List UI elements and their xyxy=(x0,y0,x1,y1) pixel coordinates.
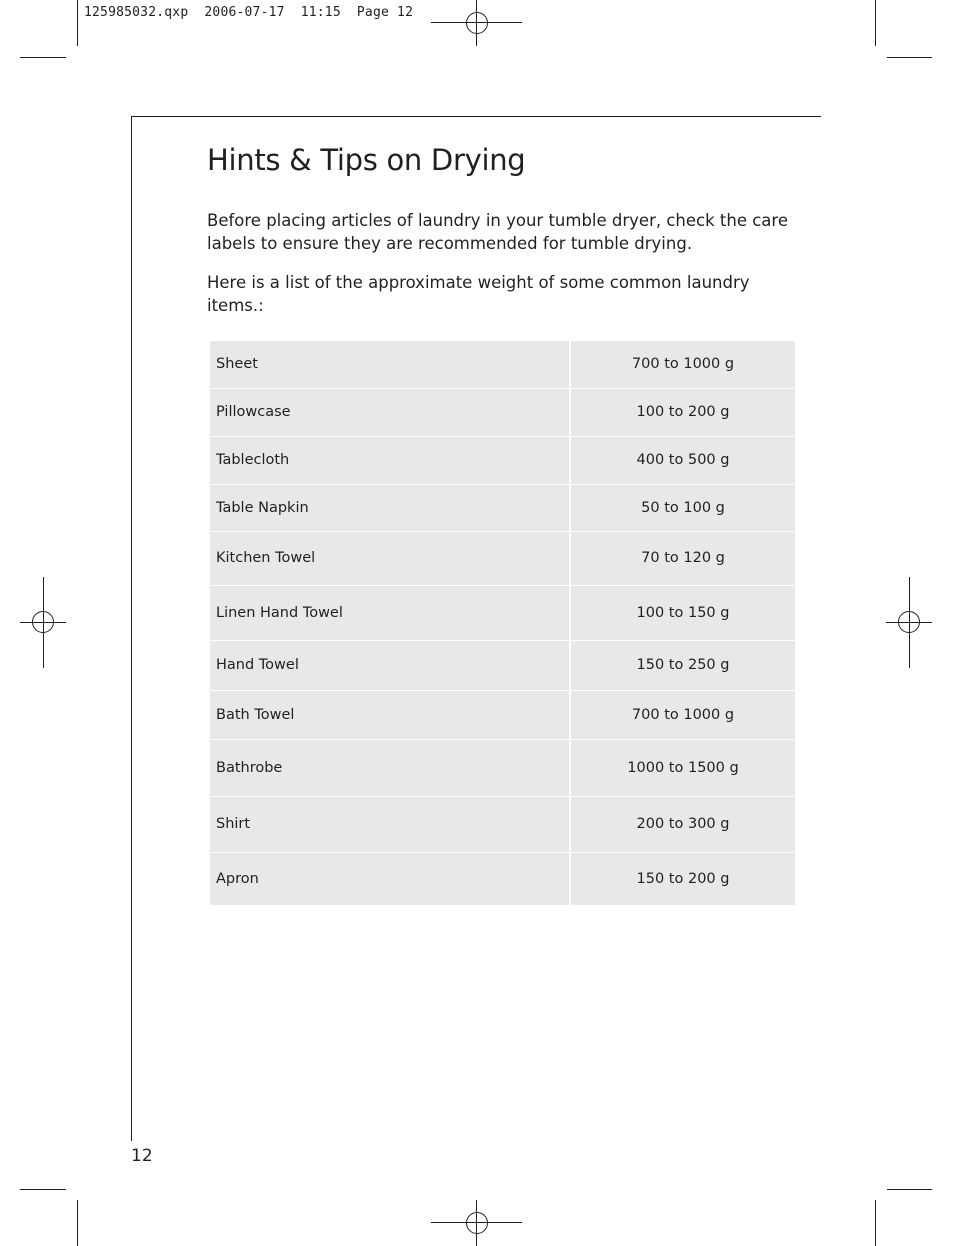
item-cell: Sheet xyxy=(210,341,570,388)
table-row xyxy=(210,640,795,690)
table-row xyxy=(210,436,795,484)
table-row xyxy=(210,739,795,796)
weight-cell: 70 to 120 g xyxy=(570,531,795,585)
crop-mark-top-right-h xyxy=(887,57,932,58)
crop-mark-bottom-left-h xyxy=(20,1189,66,1190)
crop-mark-top-right-v xyxy=(875,0,876,46)
crop-mark-bottom-right-h xyxy=(887,1189,932,1190)
weight-cell: 100 to 150 g xyxy=(570,585,795,640)
crop-mark-bottom-left-v xyxy=(77,1200,78,1246)
table-row xyxy=(210,796,795,852)
crop-mark-top-left-v xyxy=(77,0,78,46)
item-cell: Shirt xyxy=(210,796,570,852)
table-row xyxy=(210,484,795,531)
table-row xyxy=(210,531,795,585)
weight-cell: 200 to 300 g xyxy=(570,796,795,852)
item-cell: Apron xyxy=(210,852,570,905)
table-row xyxy=(210,585,795,640)
crop-mark-bottom-right-v xyxy=(875,1200,876,1246)
print-slug: 125985032.qxp 2006-07-17 11:15 Page 12 xyxy=(84,5,414,20)
table-row xyxy=(210,690,795,739)
intro-paragraph: Before placing articles of laundry in your tumble dryer, check the care labels to ensure they are recommended for tumble drying. xyxy=(207,211,788,253)
table-row xyxy=(210,852,795,905)
weight-cell: 50 to 100 g xyxy=(570,484,795,531)
weight-cell: 1000 to 1500 g xyxy=(570,739,795,796)
list-intro-paragraph: Here is a list of the approximate weight of some common laundry items.: xyxy=(207,273,750,315)
item-cell: Kitchen Towel xyxy=(210,531,570,585)
weight-cell: 700 to 1000 g xyxy=(570,341,795,388)
weight-cell: 150 to 250 g xyxy=(570,640,795,690)
weight-cell: 400 to 500 g xyxy=(570,436,795,484)
item-cell: Hand Towel xyxy=(210,640,570,690)
weight-cell: 700 to 1000 g xyxy=(570,690,795,739)
weight-cell: 150 to 200 g xyxy=(570,852,795,905)
frame-top-rule xyxy=(131,116,821,117)
item-cell: Bath Towel xyxy=(210,690,570,739)
item-cell: Table Napkin xyxy=(210,484,570,531)
table-row xyxy=(210,388,795,436)
weight-cell: 100 to 200 g xyxy=(570,388,795,436)
laundry-weight-table xyxy=(210,341,795,906)
item-cell: Tablecloth xyxy=(210,436,570,484)
table-row xyxy=(210,341,795,388)
page-number: 12 xyxy=(131,1146,153,1166)
crop-mark-top-left-h xyxy=(20,57,66,58)
item-cell: Bathrobe xyxy=(210,739,570,796)
item-cell: Pillowcase xyxy=(210,388,570,436)
page-title: Hints & Tips on Drying xyxy=(207,143,526,177)
frame-left-rule xyxy=(131,116,132,1141)
item-cell: Linen Hand Towel xyxy=(210,585,570,640)
